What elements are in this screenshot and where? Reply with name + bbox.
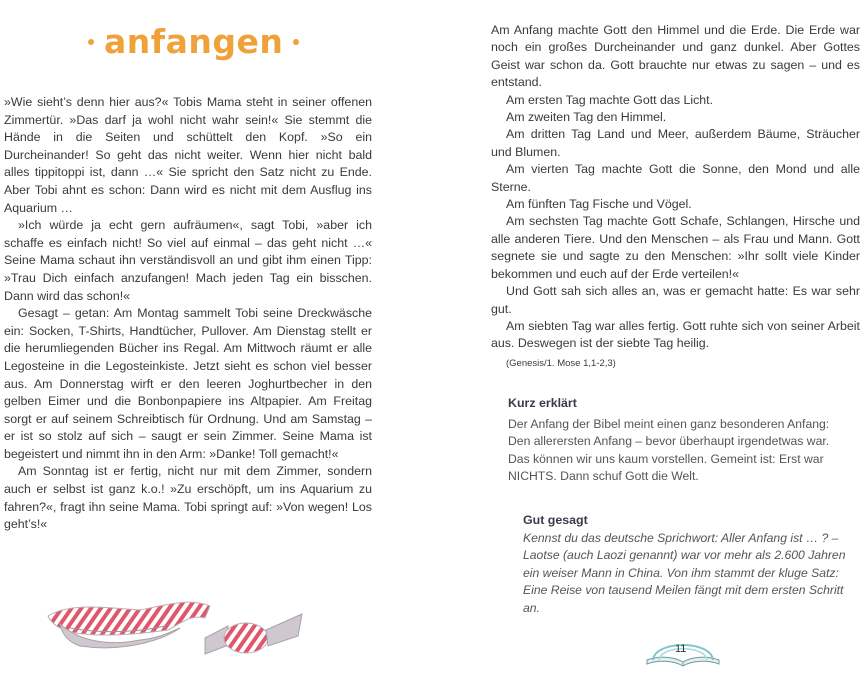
candy-icon [205, 614, 302, 654]
right-page [433, 0, 866, 692]
gut-gesagt-title: Gut gesagt [523, 513, 588, 527]
title-dot-right [293, 39, 299, 45]
page-number-badge [643, 630, 723, 675]
story-paragraph: »Wie sieht’s denn hier aus?« Tobis Mama steht in seiner offenen Zimmertür. »Das darf ja wohl nicht wahr sein!« Sie stemmt die Hände in die Seiten und schüttelt den Kopf. »So ein Durcheinander! So geht das nicht weiter. Wenn hier nicht bald alles tippitoppi ist, dann …« Sie spricht den Satz nicht zu Ende. Aber Tobi ahnt es schon: Dann wird es nicht mit dem Ausflug ins Aquarium … [4, 95, 372, 215]
bible-paragraph: Am dritten Tag Land und Meer, außerdem Bäume, Sträucher und Blumen. [491, 127, 860, 159]
bible-text [491, 22, 860, 372]
bible-reference: (Genesis/1. Mose 1,1-2,3) [506, 357, 616, 369]
chapter-title-wrap [88, 22, 299, 61]
kurz-erklaert-text: Der Anfang der Bibel meint einen ganz besonderen Anfang: Den allerersten Anfang – bevor überhaupt irgendetwas war. Das können wir uns kaum vorstellen. Gemeint ist: Erst war NICHTS. Dann schuf Gott die Welt. [508, 416, 830, 484]
bible-paragraph: Am vierten Tag machte Gott die Sonne, den Mond und alle Sterne. [491, 162, 860, 194]
candy-wrapper-icon [48, 602, 210, 648]
title-dot-left [88, 39, 94, 45]
page-number: 11 [675, 643, 687, 655]
candy-illustration [40, 580, 340, 670]
gut-gesagt-box [523, 512, 863, 618]
kurz-erklaert-box [508, 395, 853, 486]
story-paragraph: Gesagt – getan: Am Montag sammelt Tobi seine Dreckwäsche ein: Socken, T-Shirts, Handtücher, Pullover. Am Dienstag stellt er die herumliegenden Bücher ins Regal. Am Mittwoch räumt er alle Legosteine in die Legosteinkiste. Jetzt sieht es schon viel besser aus. Am Donnerstag wirft er den leeren Joghurtbecher in den gelben Eimer und die Bonbonpapiere ins Altpapier. Am Freitag sorgt er auf seinem Schreibtisch für Ordnung. Und am Samstag – er ist so stolz auf sich – saugt er sein Zimmer. Seine Mama ist begeistert und nimmt ihn in den Arm: »Danke! Toll gemacht!« [4, 306, 372, 461]
bible-paragraph: Und Gott sah sich alles an, was er gemacht hatte: Es war sehr gut. [491, 284, 860, 316]
bible-paragraph: Am sechsten Tag machte Gott Schafe, Schlangen, Hirsche und alle anderen Tiere. Und den Menschen – als Frau und Mann. Gott segnete sie und sagte zu den Menschen: »Ihr sollt viele Kinder bekommen und euch auf der Erde verteilen!« [491, 214, 860, 281]
story-paragraph: »Ich würde ja echt gern aufräumen«, sagt Tobi, »aber ich schaffe es einfach nicht! So viel auf einmal – das geht nicht …« Seine Mama schaut ihn verständisvoll an und gibt ihm einen Tipp: »Trau Dich einfach anzufangen! Mach jeden Tag ein bisschen. Dann wird das schon!« [4, 218, 372, 303]
kurz-erklaert-title: Kurz erklärt [508, 396, 577, 410]
story-text [4, 94, 372, 534]
bible-paragraph: Am ersten Tag machte Gott das Licht. [506, 92, 714, 107]
bible-paragraph: Am Anfang machte Gott den Himmel und die Erde. Die Erde war noch ein großes Durcheinander und ganz dunkel. Aber Gottes Geist war schon da. Gott brauchte nur etwas zu sagen – und es entstand. [491, 23, 860, 90]
bible-paragraph: Am siebten Tag war alles fertig. Gott ruhte sich von seiner Arbeit aus. Deswegen ist der siebte Tag heilig. [491, 318, 860, 351]
gut-gesagt-text: Kennst du das deutsche Sprichwort: Aller Anfang ist … ? – Laotse (auch Laozi genannt) war vor mehr als 2.600 Jahren ein weiser Mann in China. Von ihm stammt der kluge Satz: Eine Reise von tausend Meilen fängt mit dem ersten Schritt an. [523, 530, 846, 615]
chapter-title: anfangen [104, 22, 284, 61]
bible-paragraph: Am zweiten Tag den Himmel. [506, 110, 667, 125]
story-paragraph: Am Sonntag ist er fertig, nicht nur mit dem Zimmer, sondern auch er selbst ist ganz k.o.! »Zu erschöpft, um ins Aquarium zu fahren?«, fragt ihn seine Mama. Tobi springt auf: »Von wegen! Los geht’s!« [4, 464, 372, 532]
bible-paragraph: Am fünften Tag Fische und Vögel. [506, 197, 692, 212]
